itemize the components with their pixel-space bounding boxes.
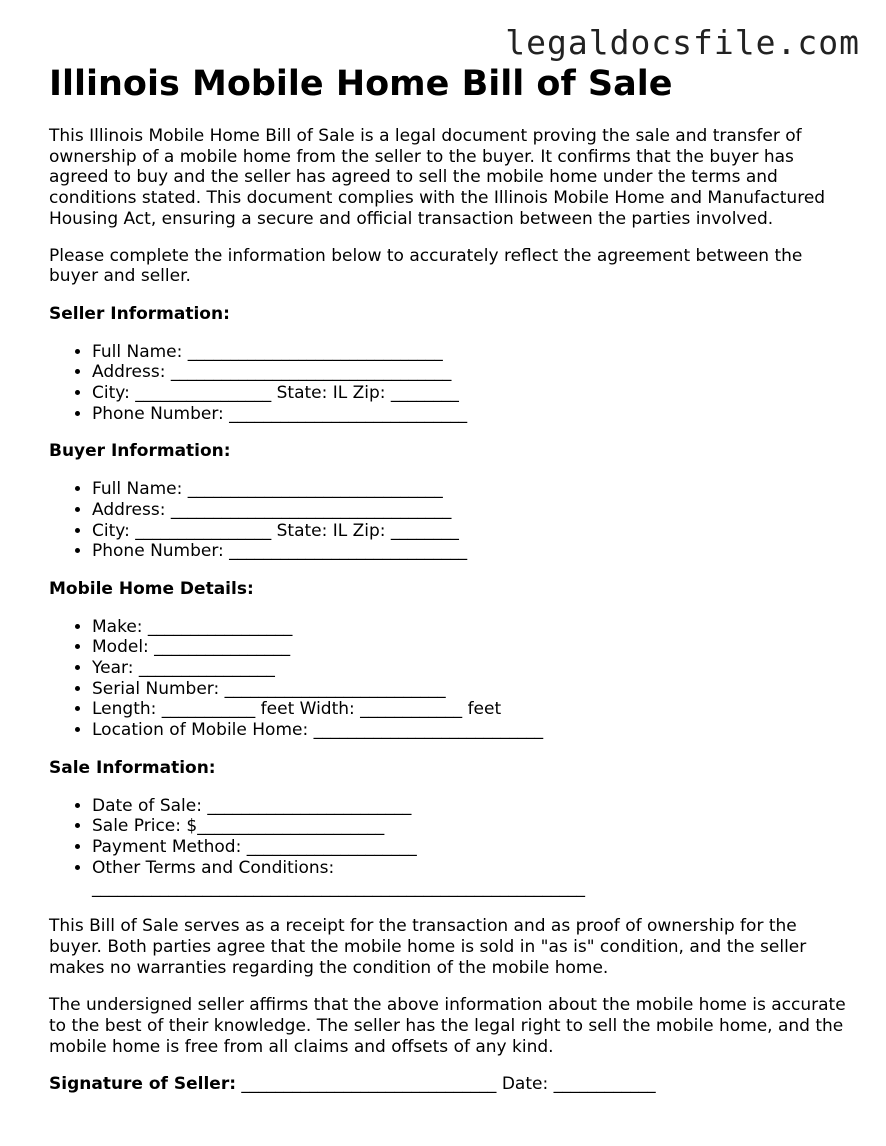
instructions-paragraph: Please complete the information below to accurately reflect the agreement between the buyer and seller. [49,245,803,287]
seller-heading: Seller Information: [49,303,230,324]
affirmation-paragraph: The undersigned seller affirms that the above information about the mobile home is accurate to the best of their knowledge. The seller has the legal right to sell the mobile home, and the mobile home is free from all claims and offsets of any kind. [49,995,846,1057]
seller-full-name-field[interactable]: • Full Name: ______________________________ [92,342,849,363]
buyer-phone-field[interactable]: • Phone Number: ____________________________ [92,541,849,562]
receipt-paragraph: This Bill of Sale serves as a receipt for the transaction and as proof of ownership for the buyer. Both parties agree that the mobile home is sold in "as is" condition, and the seller makes no warranties regarding the condition of the mobile home. [49,916,807,978]
buyer-list [49,479,849,562]
home-model-field[interactable]: • Model: ________________ [92,637,849,658]
seller-city-state-zip-field[interactable]: • City: ________________ State: IL Zip: ________ [92,383,849,404]
intro-paragraph: This Illinois Mobile Home Bill of Sale is a legal document proving the sale and transfer of ownership of a mobile home from the seller to the buyer. It confirms that the buyer has agreed to buy and the seller has agreed to sell the mobile home under the terms and conditions stated. This document complies with the Illinois Mobile Home and Manufactured Housing Act, ensuring a secure and official transaction between the parties involved. [49,126,826,229]
sale-date-field[interactable]: • Date of Sale: ________________________ [92,796,849,817]
buyer-address-field[interactable]: • Address: _________________________________ [92,500,849,521]
home-make-field[interactable]: • Make: _________________ [92,617,849,638]
sale-payment-method-field[interactable]: • Payment Method: ____________________ [92,837,849,858]
seller-address-field[interactable]: • Address: _________________________________ [92,362,849,383]
signature-date-blanks[interactable]: ______________________________ Date: ____________ [236,1074,656,1095]
buyer-full-name-field[interactable]: • Full Name: ______________________________ [92,479,849,500]
home-year-field[interactable]: • Year: ________________ [92,658,849,679]
signature-label: Signature of Seller: [49,1074,237,1095]
document-page [49,62,849,1095]
site-watermark: legaldocsfile.com [505,23,860,62]
sale-heading: Sale Information: [49,757,216,778]
sale-other-terms-field[interactable]: • Other Terms and Conditions: __________________________________________________________ [92,858,849,899]
buyer-city-state-zip-field[interactable]: • City: ________________ State: IL Zip: ________ [92,521,849,542]
buyer-heading: Buyer Information: [49,441,231,462]
home-serial-field[interactable]: • Serial Number: __________________________ [92,679,849,700]
home-details-list [49,617,849,741]
seller-phone-field[interactable]: • Phone Number: ____________________________ [92,404,849,425]
sale-price-field[interactable]: • Sale Price: $______________________ [92,816,849,837]
signature-line[interactable] [49,1074,849,1095]
home-dimensions-field[interactable]: • Length: ___________ feet Width: ____________ feet [92,699,849,720]
sale-list [49,796,849,900]
seller-list [49,342,849,425]
home-location-field[interactable]: • Location of Mobile Home: ___________________________ [92,720,849,741]
home-details-heading: Mobile Home Details: [49,578,254,599]
document-title: Illinois Mobile Home Bill of Sale [49,64,673,104]
